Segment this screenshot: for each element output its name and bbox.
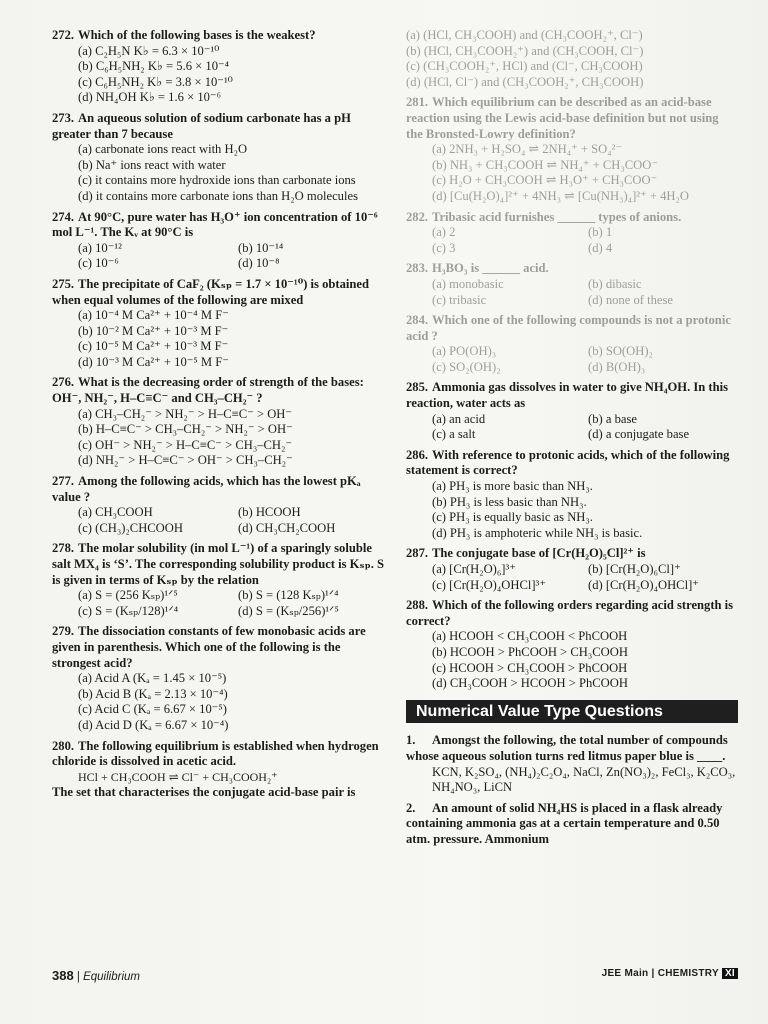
options bbox=[432, 479, 738, 541]
question-number: 282. bbox=[406, 209, 429, 224]
options bbox=[432, 142, 738, 204]
question-text: An aqueous solution of sodium carbonate has a pH greater than 7 because bbox=[52, 110, 351, 141]
question-text: The dissociation constants of few monobasic acids are given in parenthesis. Which one of the following is the strongest acid? bbox=[52, 624, 366, 670]
option: (a) Acid A (Kₐ = 1.45 × 10⁻⁵) bbox=[78, 671, 227, 686]
question bbox=[52, 375, 392, 469]
options bbox=[432, 629, 738, 691]
question-stem bbox=[406, 448, 738, 479]
option: (c) C₆H₅NH₂ K♭ = 3.8 × 10⁻¹⁰ bbox=[78, 74, 233, 89]
question-stem bbox=[406, 598, 738, 629]
option: (a) carbonate ions react with H₂O bbox=[78, 142, 248, 157]
option: (d) [Cu(H₂O)₄]²⁺ + 4NH₃ ⇌ [Cu(NH₃)₄]²⁺ + 4H₂O bbox=[432, 188, 689, 203]
question bbox=[406, 733, 738, 795]
option: (d) [Cr(H₂O)₄OHCl]⁺ bbox=[588, 577, 699, 592]
option: (c) S = (Kₛₚ/128)¹ᐟ⁴ bbox=[78, 603, 179, 618]
option: (d) it contains more carbonate ions than H₂O molecules bbox=[78, 188, 358, 203]
question-number: 285. bbox=[406, 380, 429, 395]
question-stem bbox=[52, 111, 392, 142]
question-number: 281. bbox=[406, 95, 429, 110]
option: (d) S = (Kₛₚ/256)¹ᐟ⁵ bbox=[238, 603, 339, 618]
option: (d) B(OH)₃ bbox=[588, 359, 646, 374]
option: (b) SO(OH)₂ bbox=[588, 344, 653, 359]
option: (d) CH₃CH₂COOH bbox=[238, 520, 336, 535]
question-text: H₃BO₃ is ______ acid. bbox=[432, 261, 549, 276]
option: (b) Acid B (Kₐ = 2.13 × 10⁻⁴) bbox=[78, 686, 228, 701]
option: (a) 2 bbox=[432, 225, 456, 240]
option: (a) C₂H₅N K♭ = 6.3 × 10⁻¹⁰ bbox=[78, 43, 220, 58]
option: (c) H₂O + CH₃COOH ⇌ H₃O⁺ + CH₃COO⁻ bbox=[432, 173, 658, 188]
option: (d) none of these bbox=[588, 292, 673, 307]
book-title bbox=[602, 968, 738, 979]
options bbox=[78, 407, 392, 469]
option: (d) 10⁻³ M Ca²⁺ + 10⁻⁵ M F⁻ bbox=[78, 354, 229, 369]
option: (b) PH₃ is less basic than NH₃. bbox=[432, 494, 587, 509]
question bbox=[406, 448, 738, 542]
option: (b) HCOOH bbox=[238, 505, 301, 520]
option: (d) PH₃ is amphoteric while NH₃ is basic. bbox=[432, 525, 643, 540]
question-number: 288. bbox=[406, 598, 429, 613]
question-number: 1. bbox=[406, 733, 416, 748]
question bbox=[406, 380, 738, 442]
question-text: Amongst the following, the total number of compounds whose aqueous solution turns red litmus paper blue is ____. bbox=[406, 733, 728, 763]
question-number: 283. bbox=[406, 261, 429, 276]
option: (c) PH₃ is equally basic as NH₃. bbox=[432, 510, 593, 525]
option: (c) HCOOH > CH₃COOH > PhCOOH bbox=[432, 660, 628, 675]
option: (c) (CH₃)₂CHCOOH bbox=[78, 520, 183, 535]
question bbox=[52, 541, 392, 619]
question-stem bbox=[52, 28, 392, 44]
option: (b) S = (128 Kₛₚ)¹ᐟ⁴ bbox=[238, 588, 339, 603]
option: (d) a conjugate base bbox=[588, 427, 690, 442]
option: (b) H–C≡C⁻ > CH₃–CH₂⁻ > NH₂⁻ > OH⁻ bbox=[78, 422, 293, 437]
chapter-name: Equilibrium bbox=[83, 971, 140, 983]
options bbox=[78, 44, 392, 106]
question-stem bbox=[52, 210, 392, 241]
question-text: The following equilibrium is established when hydrogen chloride is dissolved in acetic acid. bbox=[52, 738, 379, 769]
question-tail: The set that characterises the conjugate acid-base pair is bbox=[52, 785, 356, 800]
options bbox=[78, 308, 392, 370]
question bbox=[52, 474, 392, 536]
question-text: Which of the following orders regarding acid strength is correct? bbox=[406, 598, 734, 628]
option: (b) C₆H₅NH₂ K♭ = 5.6 × 10⁻⁴ bbox=[78, 59, 230, 74]
option: (a) 10⁻¹² bbox=[78, 240, 122, 255]
option: (b) a base bbox=[588, 411, 637, 426]
question-number: 287. bbox=[406, 546, 429, 561]
options bbox=[432, 562, 738, 593]
question bbox=[406, 598, 738, 692]
option: (c) OH⁻ > NH₂⁻ > H–C≡C⁻ > CH₃–CH₂⁻ bbox=[78, 437, 293, 452]
question bbox=[406, 95, 738, 204]
option: (d) Acid D (Kₐ = 6.67 × 10⁻⁴) bbox=[78, 717, 229, 732]
question-stem bbox=[406, 801, 738, 848]
page-footer: 388 | Equilibrium JEE Main | CHEMISTRY XI bbox=[52, 968, 738, 988]
question-stem bbox=[406, 95, 738, 142]
left-column bbox=[52, 28, 392, 806]
question-stem bbox=[52, 624, 392, 671]
question-text: The conjugate base of [Cr(H₂O)₅Cl]²⁺ is bbox=[432, 546, 646, 561]
question-stem bbox=[406, 313, 738, 344]
question bbox=[406, 261, 738, 308]
option: (a) monobasic bbox=[432, 276, 504, 291]
option: (b) dibasic bbox=[588, 276, 642, 291]
question-text: What is the decreasing order of strength of the bases: OH⁻, NH₂⁻, H–C≡C⁻ and CH₃–CH₂⁻ ? bbox=[52, 375, 364, 406]
question bbox=[52, 739, 392, 801]
option: (c) SO₂(OH)₂ bbox=[432, 359, 501, 374]
option: (c) 10⁻⁶ bbox=[78, 256, 119, 271]
question-text: With reference to protonic acids, which of the following statement is correct? bbox=[406, 447, 730, 478]
question-text: The molar solubility (in mol L⁻¹) of a sparingly soluble salt MX₄ is ‘S’. The corresponding solubility product is Kₛₚ. S is given in terms of Kₛₚ by the relation bbox=[52, 541, 385, 587]
question-number: 272. bbox=[52, 28, 75, 42]
option: (b) (HCl, CH₃COOH₂⁺) and (CH₃COOH, Cl⁻) bbox=[406, 43, 644, 58]
question-stem bbox=[52, 541, 392, 588]
question bbox=[52, 624, 392, 733]
question-stem bbox=[406, 380, 738, 411]
option: (a) (HCl, CH₃COOH) and (CH₃COOH₂⁺, Cl⁻) bbox=[406, 28, 643, 42]
question-text: Tribasic acid furnishes ______ types of anions. bbox=[432, 209, 682, 224]
option: (d) (HCl, Cl⁻) and (CH₃COOH₂⁺, CH₃COOH) bbox=[406, 74, 644, 89]
option: (a) HCOOH < CH₃COOH < PhCOOH bbox=[432, 629, 628, 644]
option: (a) [Cr(H₂O)₆]³⁺ bbox=[432, 562, 516, 576]
options bbox=[78, 505, 392, 536]
option: (a) CH₃–CH₂⁻ > NH₂⁻ > H–C≡C⁻ > OH⁻ bbox=[78, 406, 293, 421]
question-number: 277. bbox=[52, 474, 75, 489]
option: (b) 1 bbox=[588, 225, 613, 240]
question-text: Which one of the following compounds is not a protonic acid ? bbox=[406, 313, 731, 343]
option: (a) PH₃ is more basic than NH₃. bbox=[432, 479, 593, 494]
question-stem bbox=[406, 733, 738, 764]
option: (c) tribasic bbox=[432, 292, 487, 307]
option: (a) PO(OH)₃ bbox=[432, 344, 497, 359]
option: (b) [Cr(H₂O)₆Cl]⁺ bbox=[588, 562, 681, 576]
question-number: 273. bbox=[52, 110, 75, 125]
option: (c) a salt bbox=[432, 427, 476, 442]
question-stem bbox=[406, 546, 738, 562]
option: (d) NH₂⁻ > H–C≡C⁻ > OH⁻ > CH₃–CH₂⁻ bbox=[78, 453, 293, 468]
option: (b) 10⁻² M Ca²⁺ + 10⁻³ M F⁻ bbox=[78, 323, 229, 338]
question bbox=[52, 28, 392, 106]
question-text: The precipitate of CaF₂ (Kₛₚ = 1.7 × 10⁻¹⁰) is obtained when equal volumes of the following are mixed bbox=[52, 276, 369, 307]
option: (d) 4 bbox=[588, 240, 613, 255]
option: (b) 10⁻¹⁴ bbox=[238, 240, 284, 255]
options bbox=[432, 412, 738, 443]
question bbox=[52, 111, 392, 205]
option: (b) NH₃ + CH₃COOH ⇌ NH₄⁺ + CH₃COO⁻ bbox=[432, 157, 658, 172]
question-stem bbox=[52, 474, 392, 505]
section-heading: Numerical Value Type Questions bbox=[406, 700, 738, 724]
option: (c) (CH₃COOH₂⁺, HCl) and (Cl⁻, CH₃COOH) bbox=[406, 59, 643, 74]
question-number: 284. bbox=[406, 313, 429, 328]
option: (c) 3 bbox=[432, 240, 456, 255]
options bbox=[78, 588, 392, 619]
option: (d) 10⁻⁸ bbox=[238, 256, 280, 271]
options bbox=[432, 344, 738, 375]
question-text: Ammonia gas dissolves in water to give NH₄OH. In this reaction, water acts as bbox=[406, 380, 729, 411]
option: (a) an acid bbox=[432, 411, 486, 426]
question-text: At 90°C, pure water has H₃O⁺ ion concentration of 10⁻⁶ mol L⁻¹. The Kᵥ at 90°C is bbox=[52, 209, 378, 240]
question-stem bbox=[52, 739, 392, 770]
question bbox=[406, 546, 738, 593]
options bbox=[432, 277, 738, 308]
option: (a) 10⁻⁴ M Ca²⁺ + 10⁻⁴ M F⁻ bbox=[78, 308, 229, 323]
option: (d) CH₃COOH > HCOOH > PhCOOH bbox=[432, 676, 628, 691]
question bbox=[52, 210, 392, 272]
question-number: 276. bbox=[52, 375, 75, 390]
question-number: 275. bbox=[52, 276, 75, 291]
option: (c) Acid C (Kₐ = 6.67 × 10⁻⁵) bbox=[78, 702, 228, 717]
question-stem bbox=[406, 261, 738, 277]
question bbox=[52, 277, 392, 371]
question-number: 274. bbox=[52, 209, 75, 224]
option: (b) Na⁺ ions react with water bbox=[78, 157, 226, 172]
option: (a) CH₃COOH bbox=[78, 505, 153, 520]
option: (c) [Cr(H₂O)₄OHCl]³⁺ bbox=[432, 577, 546, 592]
option: (a) 2NH₃ + H₂SO₄ ⇌ 2NH₄⁺ + SO₄²⁻ bbox=[432, 142, 623, 157]
question-number: 279. bbox=[52, 624, 75, 639]
question-text: Which equilibrium can be described as an acid-base reaction using the Lewis acid-base definition but not using the Bronsted-Lowry definition? bbox=[406, 95, 719, 141]
book-name: JEE Main | CHEMISTRY bbox=[601, 968, 719, 979]
option: (c) it contains more hydroxide ions than carbonate ions bbox=[78, 173, 356, 188]
option: (d) NH₄OH K♭ = 1.6 × 10⁻⁶ bbox=[78, 90, 221, 105]
option: (a) S = (256 Kₛₚ)¹ᐟ⁵ bbox=[78, 588, 178, 603]
question bbox=[406, 210, 738, 257]
class-badge: XI bbox=[722, 968, 738, 979]
right-column bbox=[406, 28, 738, 853]
question-text: An amount of solid NH₄HS is placed in a flask already containing ammonia gas at a certain temperature and 0.50 atm. pressure. Ammonium bbox=[406, 800, 723, 846]
question-stem bbox=[52, 375, 392, 406]
options bbox=[78, 241, 392, 272]
question-number: 2. bbox=[406, 800, 416, 815]
options bbox=[78, 671, 392, 733]
option: (b) HCOOH > PhCOOH > CH₃COOH bbox=[432, 644, 628, 659]
question bbox=[406, 313, 738, 375]
page-number: 388 bbox=[52, 968, 74, 983]
question bbox=[406, 801, 738, 848]
question-text: Among the following acids, which has the lowest pKₐ value ? bbox=[52, 474, 361, 504]
question-stem bbox=[52, 277, 392, 308]
question-stem bbox=[406, 210, 738, 226]
reaction-equation: HCl + CH₃COOH ⇌ Cl⁻ + CH₃COOH₂⁺ bbox=[78, 769, 278, 784]
question-number: 278. bbox=[52, 541, 75, 556]
options bbox=[78, 142, 392, 204]
option: (c) 10⁻⁵ M Ca²⁺ + 10⁻³ M F⁻ bbox=[78, 339, 229, 354]
options bbox=[432, 225, 738, 256]
question-number: 280. bbox=[52, 738, 75, 753]
compound-list: KCN, K₂SO₄, (NH₄)₂C₂O₄, NaCl, Zn(NO₃)₂, FeCl₃, K₂CO₃, NH₄NO₃, LiCN bbox=[432, 764, 736, 795]
continued-options bbox=[406, 28, 738, 90]
question-text: Which of the following bases is the weakest? bbox=[78, 28, 316, 42]
question-number: 286. bbox=[406, 447, 429, 462]
